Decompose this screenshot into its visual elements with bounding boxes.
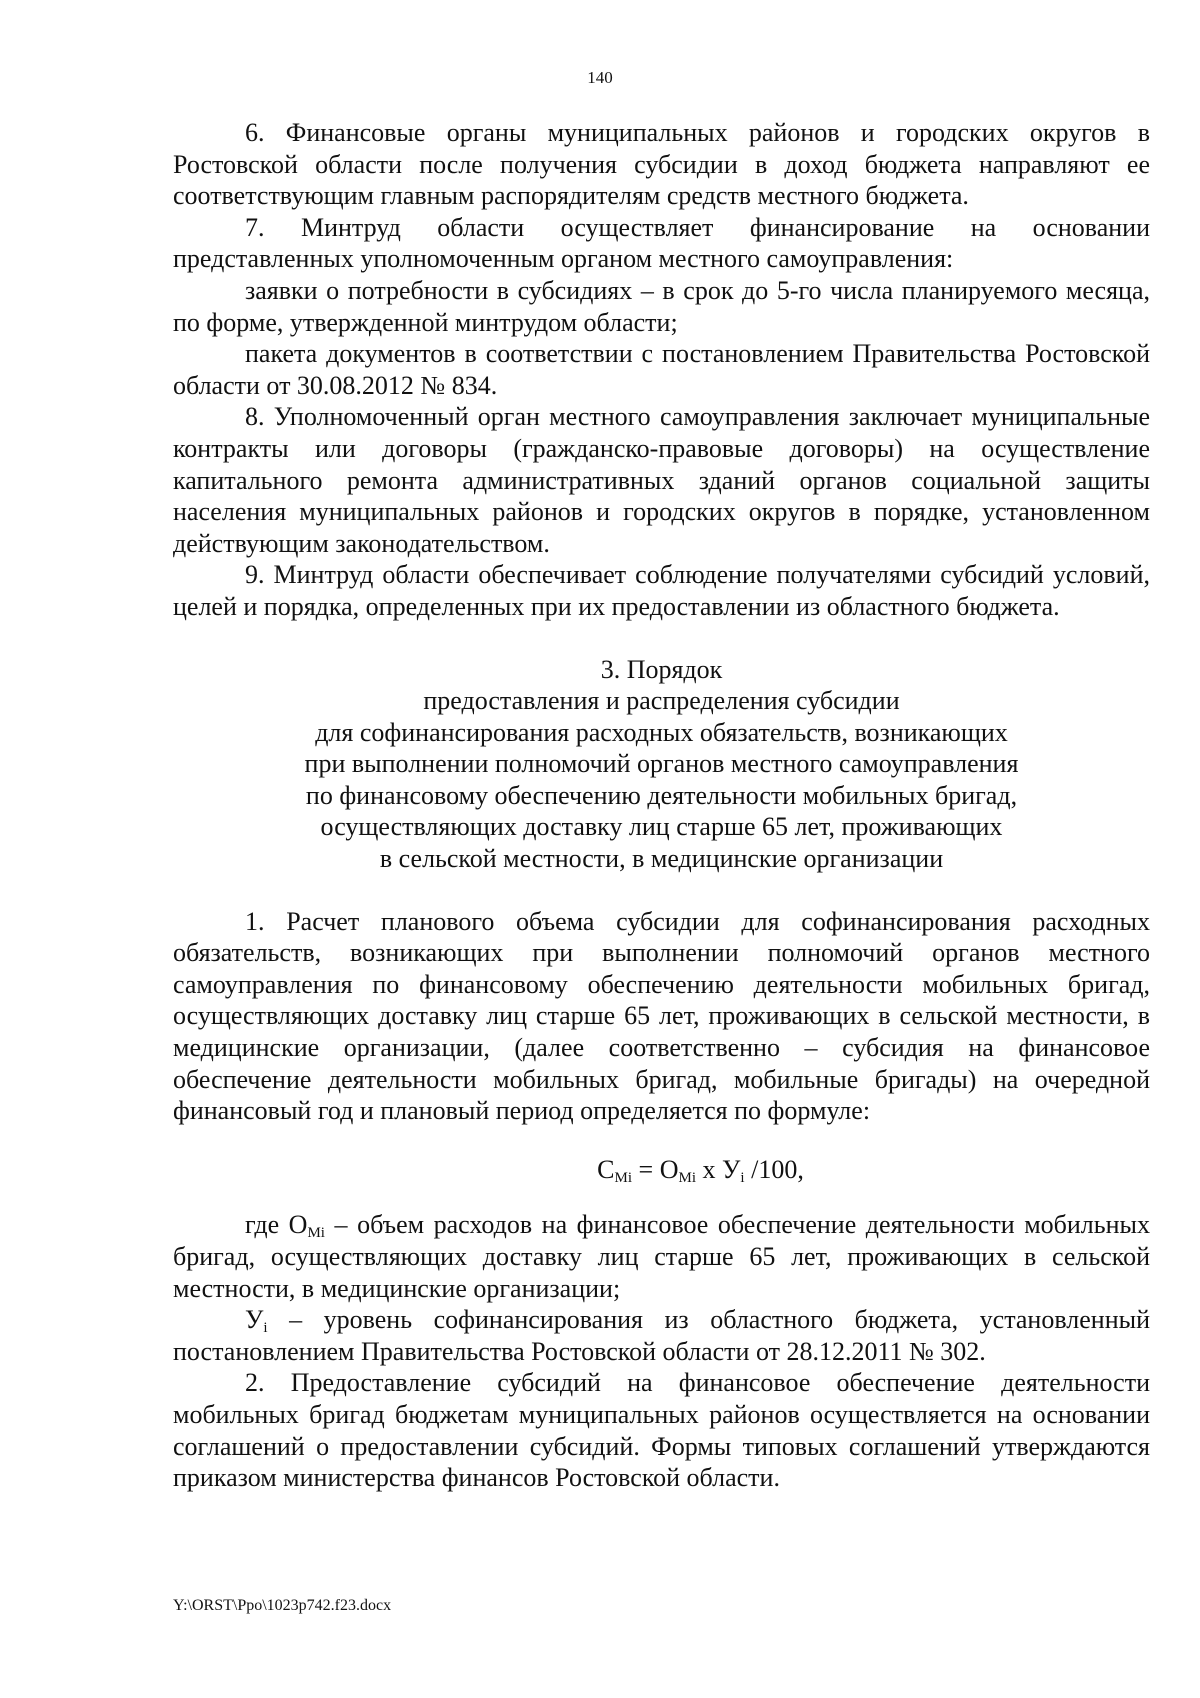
formula-c-sub: Мi — [614, 1169, 633, 1186]
heading-line: по финансовому обеспечению деятельности мобильных бригад, — [305, 780, 1018, 810]
definition-o — [173, 1209, 1150, 1304]
formula-tail: /100, — [744, 1154, 804, 1184]
paragraph-calculation: 1. Расчет планового объема субсидии для софинансирования расходных обязательств, возникающих при выполнении полномочий органов местного самоуправления по финансовому обеспечению деятельности мобильных бригад, осуществляющих доставку лиц старше 65 лет, проживающих в сельской местности, в медицинские организации, (далее соответственно – субсидия на финансовое обеспечение деятельности мобильных бригад, мобильные бригады) на очередной финансовый год и плановый период определяется по формуле: — [173, 906, 1150, 1126]
formula-o-sub: Мi — [678, 1169, 696, 1186]
definition-u-pre: У — [245, 1305, 264, 1335]
formula-u-sub: i — [740, 1169, 745, 1186]
section-heading — [173, 654, 1150, 875]
paragraph-7-item-documents: пакета документов в соответствии с постановлением Правительства Ростовской области от 30.08.2012 № 834. — [173, 339, 1150, 400]
definition-o-sub: Мi — [307, 1225, 325, 1242]
definition-u — [173, 1304, 1150, 1367]
paragraph-7: 7. Минтруд области осуществляет финансирование на основании представленных уполномоченным органом местного самоуправления: — [173, 212, 1150, 274]
paragraph-6: 6. Финансовые органы муниципальных районов и городских округов в Ростовской области после получения субсидии в доход бюджета направляют ее соответствующим главным распорядителям средств местного бюджета. — [173, 118, 1150, 211]
heading-line: предоставления и распределения субсидии — [423, 686, 900, 716]
heading-line: в сельской местности, в медицинские организации — [379, 844, 944, 874]
formula-u: У — [722, 1154, 741, 1184]
page-number: 140 — [587, 68, 613, 87]
formula-c: С — [597, 1154, 615, 1184]
paragraph-7-item-application: заявки о потребности в субсидиях – в срок до 5-го числа планируемого месяца, по форме, утвержденной минтрудом области; — [173, 275, 1150, 337]
definition-o-pre: где О — [245, 1210, 308, 1240]
paragraph-2: 2. Предоставление субсидий на финансовое обеспечение деятельности мобильных бригад бюджетам муниципальных районов осуществляется на основании соглашений о предоставлении субсидий. Формы типовых соглашений утверждаются приказом министерства финансов Ростовской области. — [173, 1368, 1150, 1493]
definition-u-text: – уровень софинансирования из областного бюджета, установленный постановлением Правительства Ростовской области от 28.12.2011 № 302. — [173, 1305, 1150, 1366]
formula-o: О — [659, 1154, 679, 1184]
heading-line: 3. Порядок — [600, 654, 723, 684]
heading-line: для софинансирования расходных обязательств, возникающих — [315, 717, 1008, 747]
formula-eq: = — [632, 1154, 660, 1184]
definition-u-sub: i — [263, 1320, 268, 1337]
heading-line: осуществляющих доставку лиц старше 65 лет, проживающих — [320, 812, 1003, 842]
heading-line: при выполнении полномочий органов местного самоуправления — [304, 749, 1019, 779]
paragraph-8: 8. Уполномоченный орган местного самоуправления заключает муниципальные контракты или договоры (гражданско-правовые договоры) на осуществление капитального ремонта административных зданий органов социальной защиты населения муниципальных районов и городских округов в порядке, установленном действующим законодательством. — [173, 402, 1150, 558]
formula — [173, 1154, 1150, 1186]
definition-o-text: – объем расходов на финансовое обеспечение деятельности мобильных бригад, осуществляющих доставку лиц старше 65 лет, проживающих в сельской местности, в медицинские организации; — [173, 1210, 1151, 1303]
file-path-footer: Y:\ORST\Ppo\1023p742.f23.docx — [173, 1597, 392, 1614]
formula-times: х — [696, 1154, 722, 1184]
document-body — [173, 117, 1150, 1494]
paragraph-9: 9. Минтруд области обеспечивает соблюдение получателями субсидий условий, целей и порядка, определенных при их предоставлении из областного бюджета. — [173, 560, 1150, 621]
